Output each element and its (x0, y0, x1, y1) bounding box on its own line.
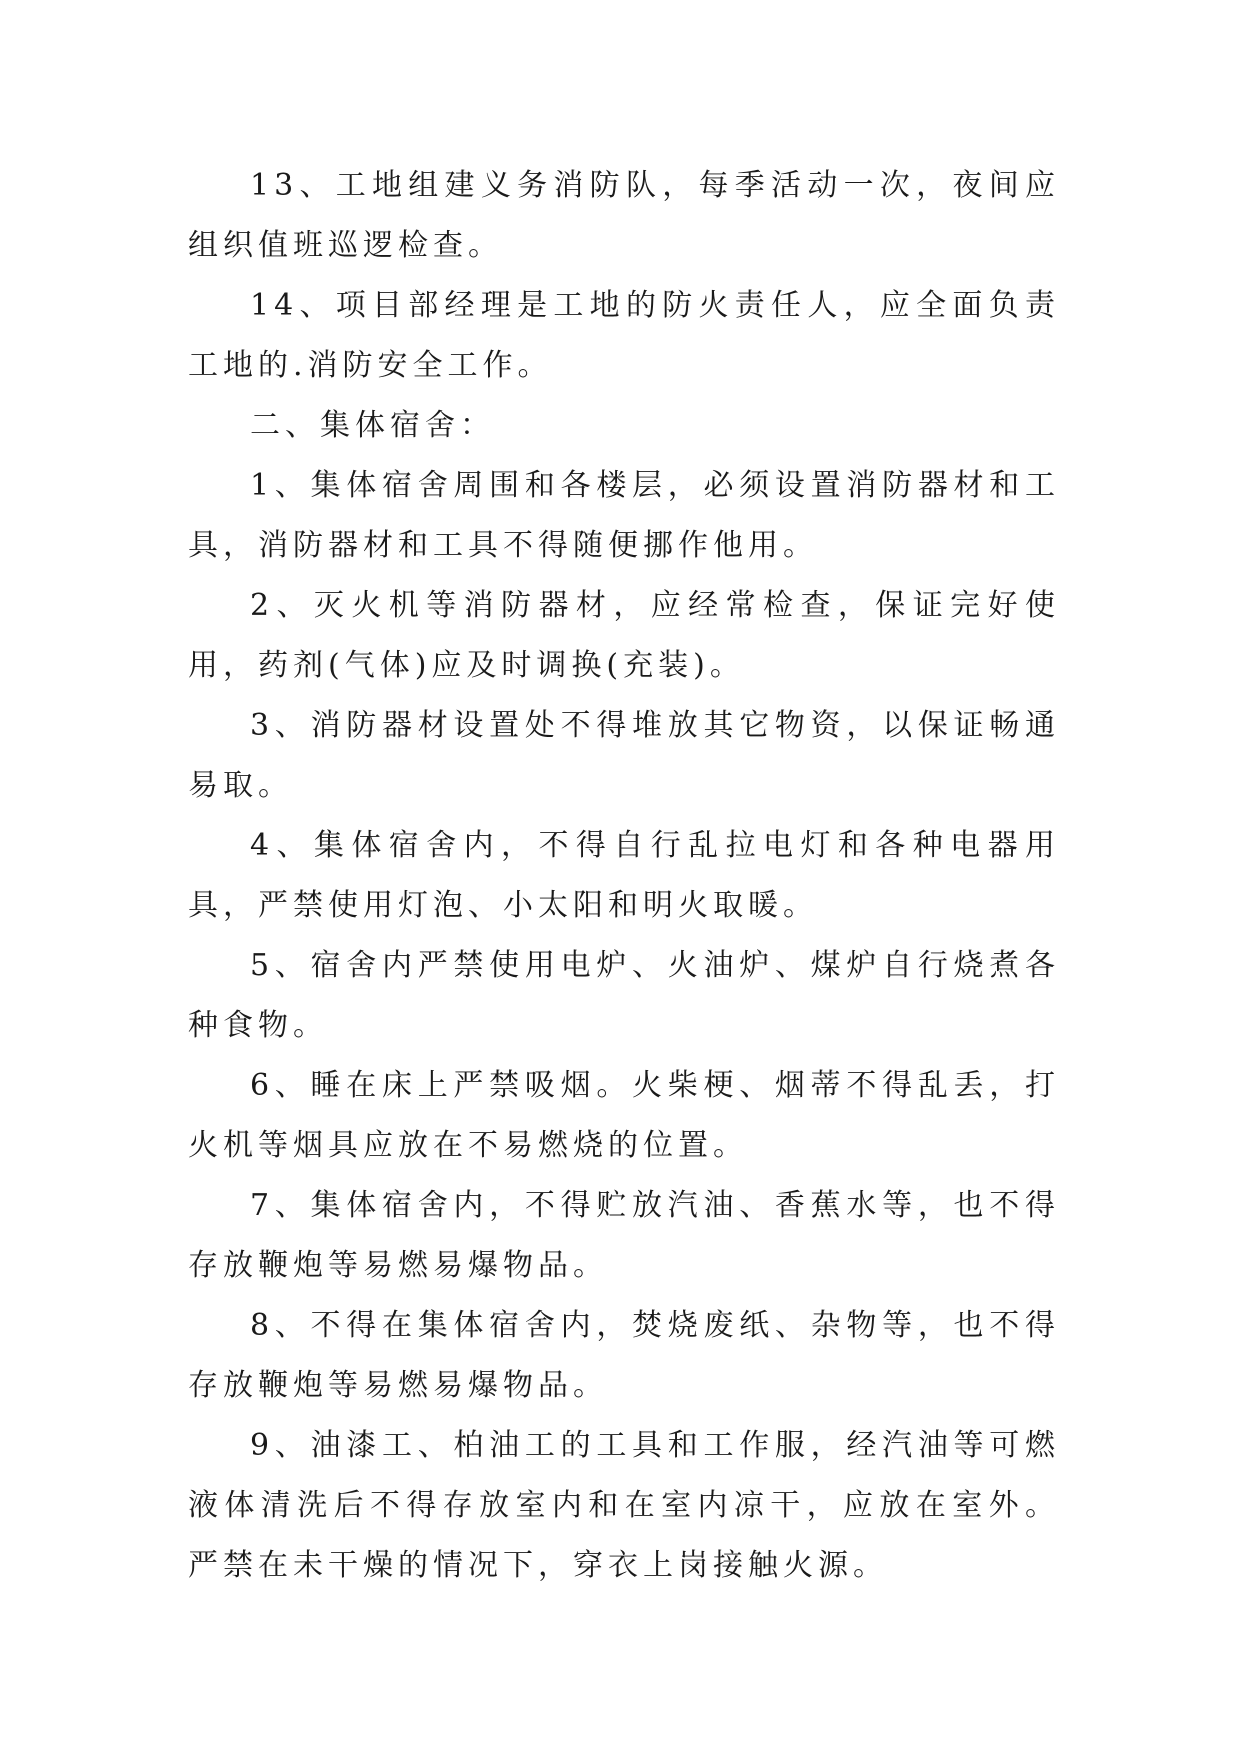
paragraph-item-8: 8、不得在集体宿舍内，焚烧废纸、杂物等，也不得存放鞭炮等易燃易爆物品。 (188, 1308, 1060, 1403)
paragraph-item-14: 14、项目部经理是工地的防火责任人，应全面负责工地的.消防安全工作。 (188, 288, 1060, 383)
document-body (188, 156, 1060, 1596)
paragraph-item-5: 5、宿舍内严禁使用电炉、火油炉、煤炉自行烧煮各种食物。 (188, 948, 1060, 1043)
paragraph-item-3: 3、消防器材设置处不得堆放其它物资，以保证畅通易取。 (188, 708, 1060, 803)
paragraph-item-7: 7、集体宿舍内，不得贮放汽油、香蕉水等，也不得存放鞭炮等易燃易爆物品。 (188, 1188, 1060, 1283)
paragraph-item-4: 4、集体宿舍内，不得自行乱拉电灯和各种电器用具，严禁使用灯泡、小太阳和明火取暖。 (188, 828, 1060, 923)
paragraph-item-13: 13、工地组建义务消防队，每季活动一次，夜间应组织值班巡逻检查。 (188, 168, 1060, 263)
paragraph-item-9: 9、油漆工、柏油工的工具和工作服，经汽油等可燃液体清洗后不得存放室内和在室内凉干，应放在室外。严禁在未干燥的情况下，穿衣上岗接触火源。 (188, 1428, 1060, 1583)
paragraph-item-6: 6、睡在床上严禁吸烟。火柴梗、烟蒂不得乱丢，打火机等烟具应放在不易燃烧的位置。 (188, 1068, 1060, 1163)
section-heading-dormitory: 二、集体宿舍： (250, 408, 495, 443)
paragraph-item-2: 2、灭火机等消防器材，应经常检查，保证完好使用，药剂(气体)应及时调换(充装)。 (188, 588, 1060, 683)
paragraph-item-1: 1、集体宿舍周围和各楼层，必须设置消防器材和工具，消防器材和工具不得随便挪作他用。 (188, 468, 1060, 563)
